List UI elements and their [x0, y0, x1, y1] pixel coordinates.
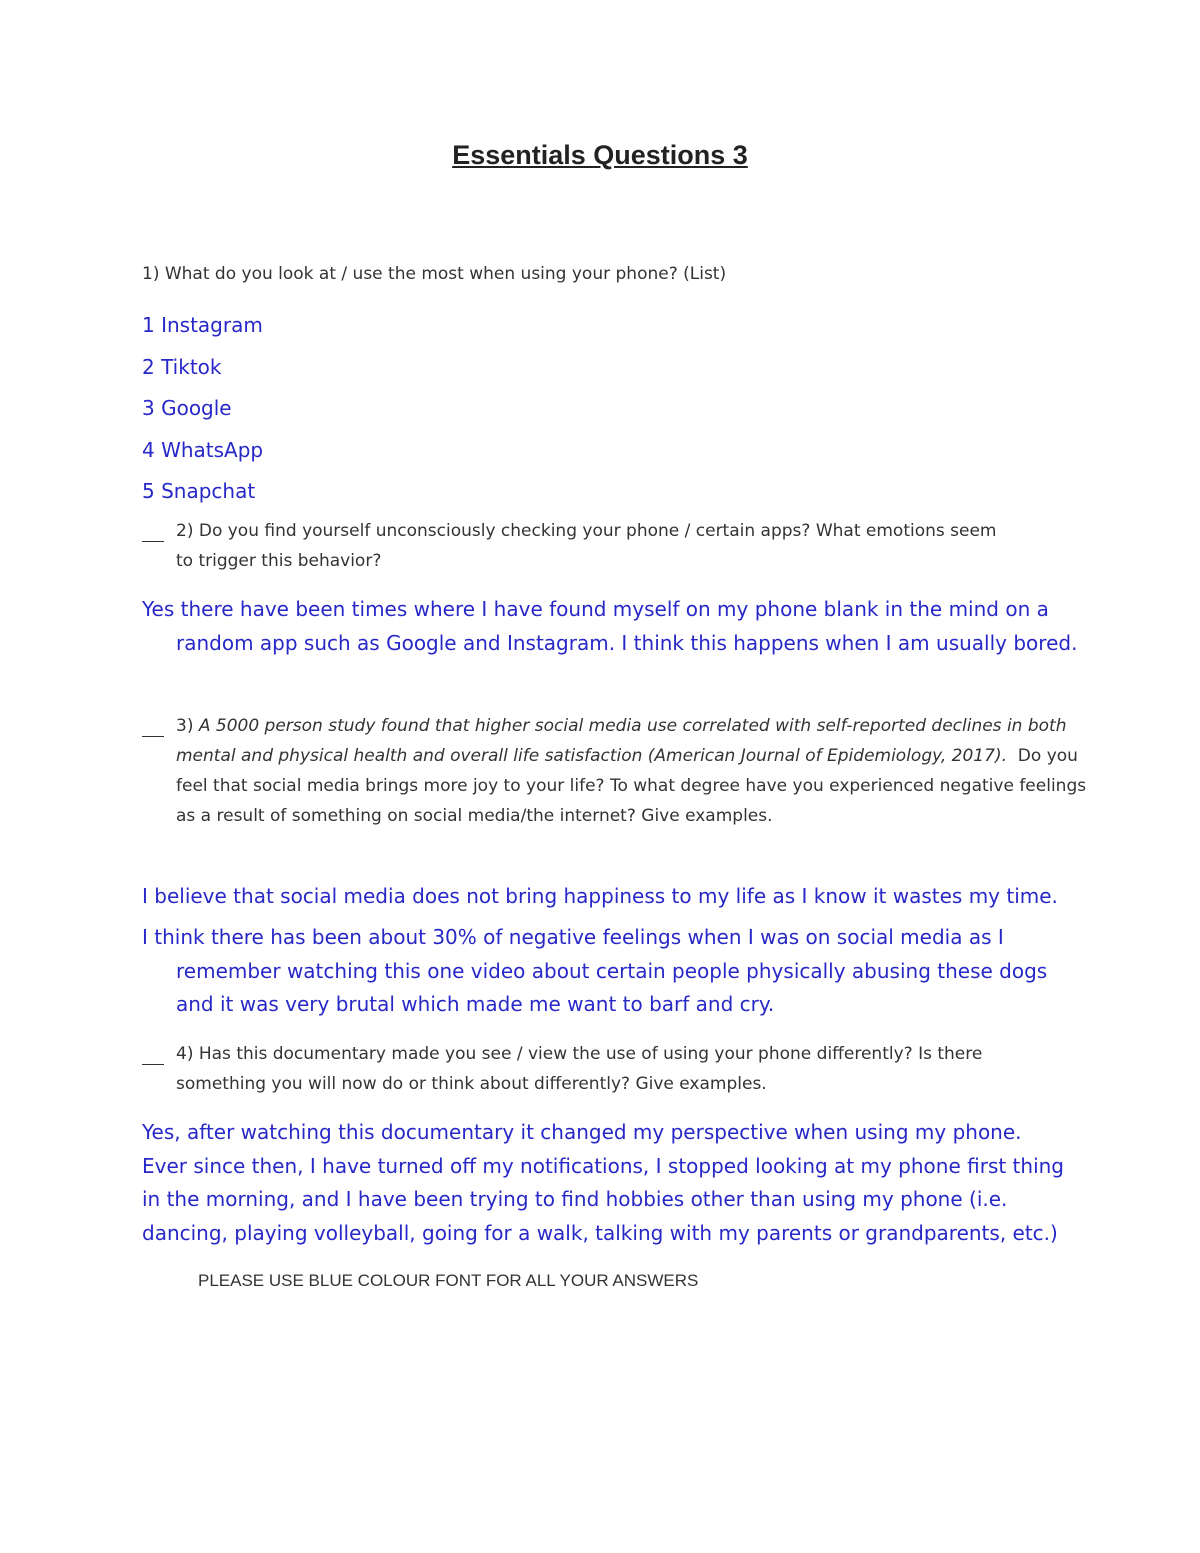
list-item: 2 Tiktok [142, 354, 222, 379]
answer-1-list [142, 310, 263, 518]
question-3-number: 3) [176, 716, 194, 736]
answer-2: Yes there have been times where I have found myself on my phone blank in the mind on a random app such as Google and Instagram. I think this happens when I am usually bored. [142, 597, 1078, 655]
question-1: 1) What do you look at / use the most when using your phone? (List) [142, 264, 727, 284]
question-3 [142, 711, 1088, 831]
list-item: 3 Google [142, 396, 232, 420]
document-title: Essentials Questions 3 [452, 140, 748, 170]
question-4 [142, 1039, 1062, 1099]
answer-blank [142, 525, 164, 542]
answer-blank [142, 1048, 164, 1065]
question-4-line-2: something you will now do or think about differently? Give examples. [176, 1074, 767, 1094]
answer-blank [142, 720, 164, 737]
question-2-line-1: 2) Do you find yourself unconsciously checking your phone / certain apps? What emotions seem [176, 521, 997, 541]
answer-3b: I think there has been about 30% of negative feelings when I was on social media as I remember watching this one video about certain people physically abusing these dogs and it was very brutal which made me want to barf and cry. [142, 925, 1048, 1016]
question-3-citation: A 5000 person study found that higher social media use correlated with self-reported declines in both mental and physical health and overall life satisfaction (American Journal of Epidemiology, 2017). [176, 716, 1067, 766]
question-4-line-1: 4) Has this documentary made you see / view the use of using your phone differently? Is there [176, 1044, 983, 1064]
question-2-line-2: to trigger this behavior? [176, 551, 382, 571]
list-item: 1 Instagram [142, 313, 263, 337]
answer-4: Yes, after watching this documentary it changed my perspective when using my phone. Ever since then, I have turned off my notifications, I stopped looking at my phone first thing in the morning, and I have been trying to find hobbies other than using my phone (i.e. dancing, playing volleyball, going for a walk, talking with my parents or grandparents, etc.) [142, 1120, 1065, 1245]
list-item: 4 WhatsApp [142, 437, 264, 462]
question-3-text: Do you feel that social media brings more joy to your life? To what degree have you experienced negative feelings as a result of something on social media/the internet? Give examples. [176, 746, 1087, 826]
list-item: 5 Snapchat [142, 479, 256, 503]
answer-3a: I believe that social media does not bring happiness to my life as I know it wastes my time. [142, 884, 1058, 908]
footer-note: PLEASE USE BLUE COLOUR FONT FOR ALL YOUR ANSWERS [198, 1271, 699, 1290]
question-2 [142, 516, 1062, 576]
